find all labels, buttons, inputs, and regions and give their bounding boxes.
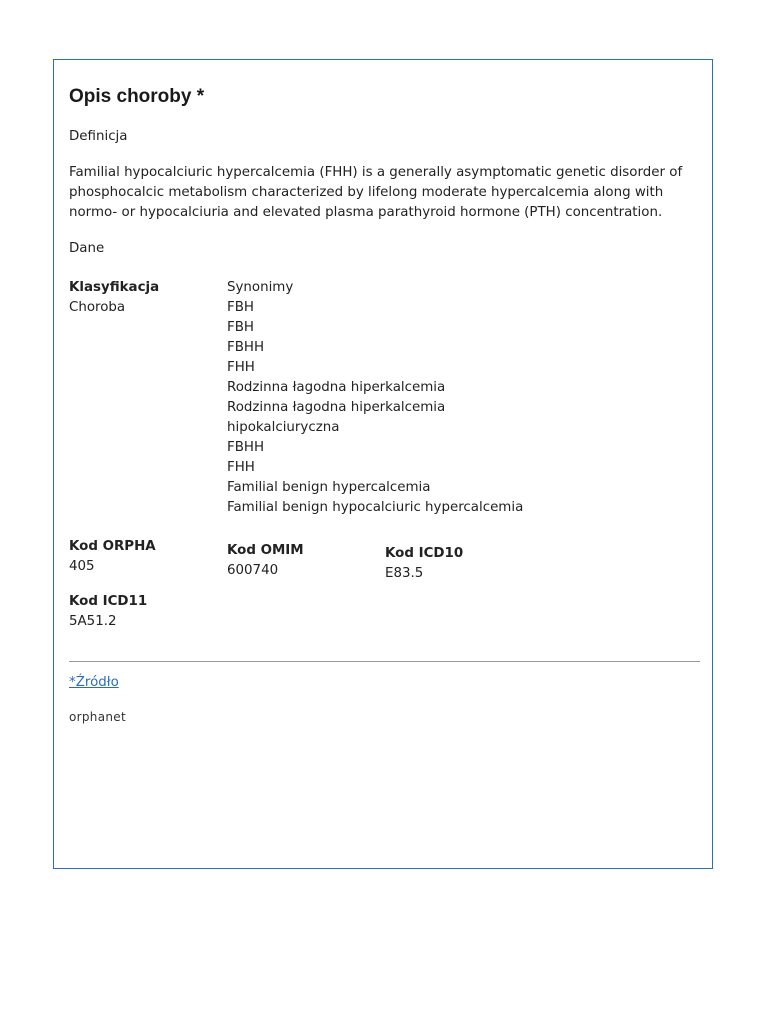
- omim-code-label: Kod OMIM: [227, 543, 304, 558]
- classification-value: Choroba: [69, 300, 126, 315]
- omim-code-value: 600740: [227, 563, 279, 578]
- icd10-code-value: E83.5: [385, 566, 424, 581]
- definition-text: Familial hypocalciuric hypercalcemia (FHH) is a generally asymptomatic genetic disorder of phosphocalcic metabolism characterized by lifelong moderate hypercalcemia along with normo- or hypocalciuria and elevated plasma parathyroid hormone (PTH) concentration.: [69, 165, 683, 220]
- synonym-item: FHH: [227, 460, 255, 475]
- synonyms-list: [227, 278, 527, 518]
- synonym-item: FBHH: [227, 340, 265, 355]
- definition-heading: Definicja: [69, 129, 128, 144]
- synonym-item: Rodzinna łagodna hiperkalcemia: [227, 400, 446, 415]
- synonym-item: Familial benign hypocalciuric hypercalcemia: [227, 500, 524, 515]
- disease-description-card: [53, 59, 713, 869]
- orpha-code-value: 405: [69, 559, 95, 574]
- synonym-item: FBHH: [227, 440, 265, 455]
- source-link[interactable]: *Źródło: [69, 675, 119, 690]
- classification-label: Klasyfikacja: [69, 280, 160, 295]
- synonym-item: FBH: [227, 300, 254, 315]
- synonyms-label: Synonimy: [227, 280, 294, 295]
- synonym-item: hipokalciuryczna: [227, 420, 340, 435]
- data-heading: Dane: [69, 241, 105, 256]
- synonym-item: Rodzinna łagodna hiperkalcemia: [227, 380, 446, 395]
- icd10-code-label: Kod ICD10: [385, 546, 464, 561]
- synonym-item: FBH: [227, 320, 254, 335]
- icd11-code-label: Kod ICD11: [69, 594, 148, 609]
- divider: [69, 661, 700, 662]
- synonym-item: FHH: [227, 360, 255, 375]
- page-title: Opis choroby *: [69, 86, 205, 107]
- synonym-item: Familial benign hypercalcemia: [227, 480, 431, 495]
- icd11-code-value: 5A51.2: [69, 614, 117, 629]
- orphanet-logo: orphanet: [69, 710, 126, 724]
- orpha-code-label: Kod ORPHA: [69, 539, 156, 554]
